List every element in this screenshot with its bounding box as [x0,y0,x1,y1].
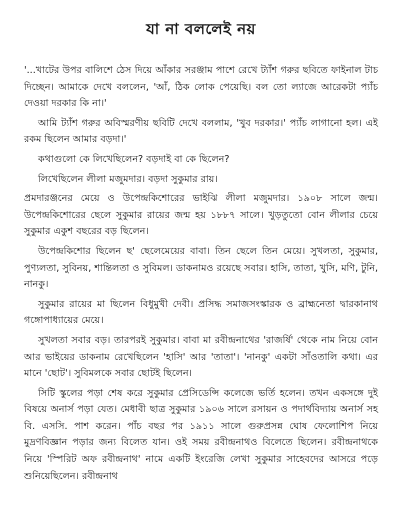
paragraph-2: আমি ট্যাঁশ গরুর অবিস্মরণীয় ছবিটি দেখে বললাম, 'খুব দরকার।' প্যাঁচ লাগানো হল। এই রকম ছিলেন আমার বড়দা।' [24,117,378,146]
paragraph-4: লিখেছিলেন লীলা মজুমদার। বড়দা সুকুমার রায়। [38,173,218,185]
paragraph-3: কথাগুলো কে লিখেছিলেন? বড়দাই বা কে ছিলেন? [38,153,230,165]
paragraph-6: উপেন্দ্রকিশোর ছিলেন ছ' ছেলেমেয়ের বাবা। তিন ছেলে তিন মেয়ে। সুখলতা, সুকুমার, পুণ্যলতা, সুবিনয়, শান্তিলতা ও সুবিমল। ডাকনামও রয়েছে সবার। হাসি, তাতা, খুসি, মণি, টুনি, নানকু। [24,245,378,291]
paragraph-5: প্রমদারঞ্জনের মেয়ে ও উপেন্দ্রকিশোরের ভাইঝি লীলা মজুমদার। ১৯০৮ সালে জন্ম। উপেন্দ্রকিশোরের ছেলে সুকুমার রায়ের জন্ম হয় ১৮৮৭ সালে। খুড়তুতো বোন লীলার চেয়ে সুকুমার একুশ বছরের বড় ছিলেন। [24,193,378,238]
page-title: যা না বললেই নয় [146,20,256,38]
paragraph-8: সুখলতা সবার বড়। তারপরই সুকুমার। বাবা মা রবীন্দ্রনাথের 'রাজর্ষি' থেকে নাম নিয়ে বোন আর ভাইয়ের ডাকনাম রেখেছিলেন 'হাসি' আর 'তাতা'। 'নানকু' একটা সাঁওতালি কথা। এর মানে 'ছোট'। সুবিমলকে সবার ছোটই ছিলেন। [24,334,378,380]
paragraph-1: '...খাটের উপর বালিশে ঠেস দিয়ে আঁকার সরঞ্জাম পাশে রেখে ট্যাঁশ গরুর ছবিতে ফাইনাল টাচ দিচ্ছেন। আমাকে দেখে বললেন, 'আঁ, ঠিক লোক পেয়েছি। বল তো ল্যাজে আরেকটা প্যাঁচ দেওয়া দরকার কি না।' [24,65,378,110]
paragraph-9: সিটি স্কুলের পড়া শেষ করে সুকুমার প্রেসিডেন্সি কলেজে ভর্তি হলেন। তখন একসঙ্গে দুই বিষয়ে অনার্স পড়া যেত। মেধাবী ছাত্র সুকুমার ১৯০৬ সালে রসায়ন ও পদার্থবিদ্যায় অনার্স সহ বি. এসসি. পাশ করেন। পাঁচ বছর পর ১৯১১ সালে গুরুপ্রসন্ন ঘোষ ফেলোশিপ নিয়ে মুদ্রণবিজ্ঞান পড়ার জন্য বিলেত যান। ওই সময় রবীন্দ্রনাথও বিলেতে ছিলেন। রবীন্দ্রনাথকে নিয়ে 'স্পিরিট অফ রবীন্দ্রনাথ' নামে একটি ইংরেজি লেখা সুকুমার সাহেবদের আসরে পড়ে শুনিয়েছিলেন। রবীন্দ্রনাথ [24,387,378,482]
paragraph-7: সুকুমার রায়ের মা ছিলেন বিধুমুখী দেবী। প্রসিদ্ধ সমাজসংস্কারক ও ব্রাহ্মনেতা দ্বারকানাথ গঙ্গোপাধ্যায়ের মেয়ে। [24,298,378,327]
